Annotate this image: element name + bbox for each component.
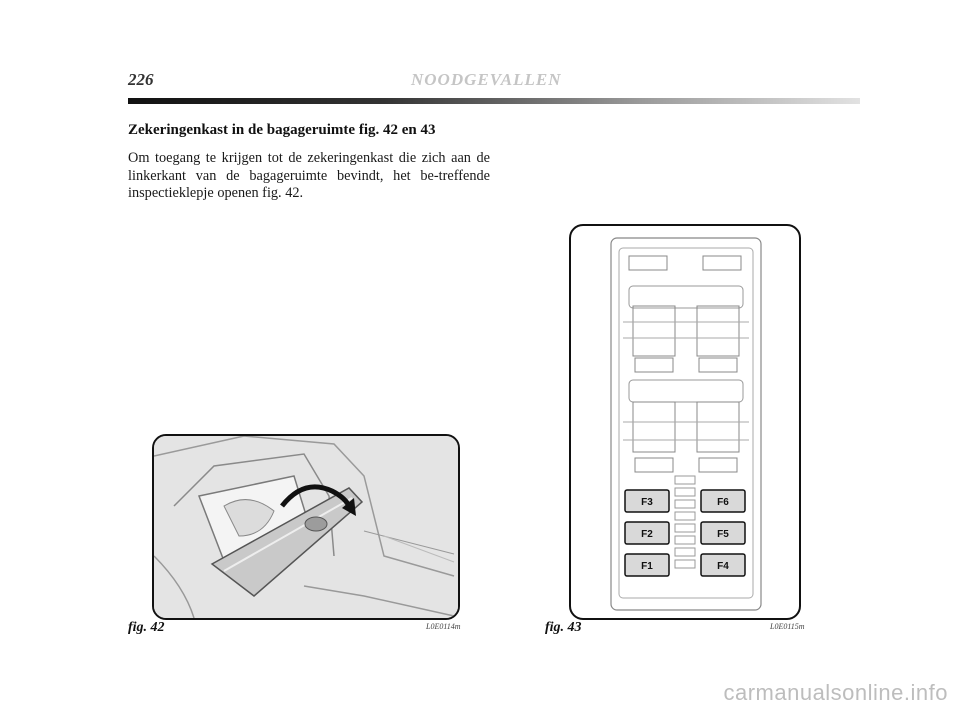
figure-42-code: L0E0114m <box>426 622 461 631</box>
body-paragraph: Om toegang te krijgen tot de zekeringenkast die zich aan de linkerkant van de bagageruimte bevindt, het be-treffende inspectieklepje openen fig. 42. <box>128 150 490 201</box>
figure-43-code: L0E0115m <box>770 622 805 631</box>
figure-42-illustration <box>152 434 460 620</box>
watermark-text: carmanualsonline.info <box>723 680 948 705</box>
fuse-label-f5: F5 <box>717 529 729 540</box>
fuse-label-f2: F2 <box>641 529 653 540</box>
fuse-label-f6: F6 <box>717 497 729 508</box>
section-heading: Zekeringenkast in de bagageruimte fig. 42 en 43 <box>128 122 436 138</box>
header-rule <box>128 98 860 104</box>
page-number: 226 <box>128 70 154 89</box>
figure-42-caption: fig. 42 <box>128 620 165 635</box>
fuse-label-f4: F4 <box>717 561 729 572</box>
luggage-compartment-drawing <box>154 436 458 618</box>
figure-43-caption: fig. 43 <box>545 620 582 635</box>
fuse-label-f1: F1 <box>641 561 653 572</box>
figure-43-fuse-box <box>569 224 801 620</box>
section-title: NOODGEVALLEN <box>411 70 562 89</box>
fuse-label-f3: F3 <box>641 497 653 508</box>
fuse-box-drawing <box>571 226 799 618</box>
